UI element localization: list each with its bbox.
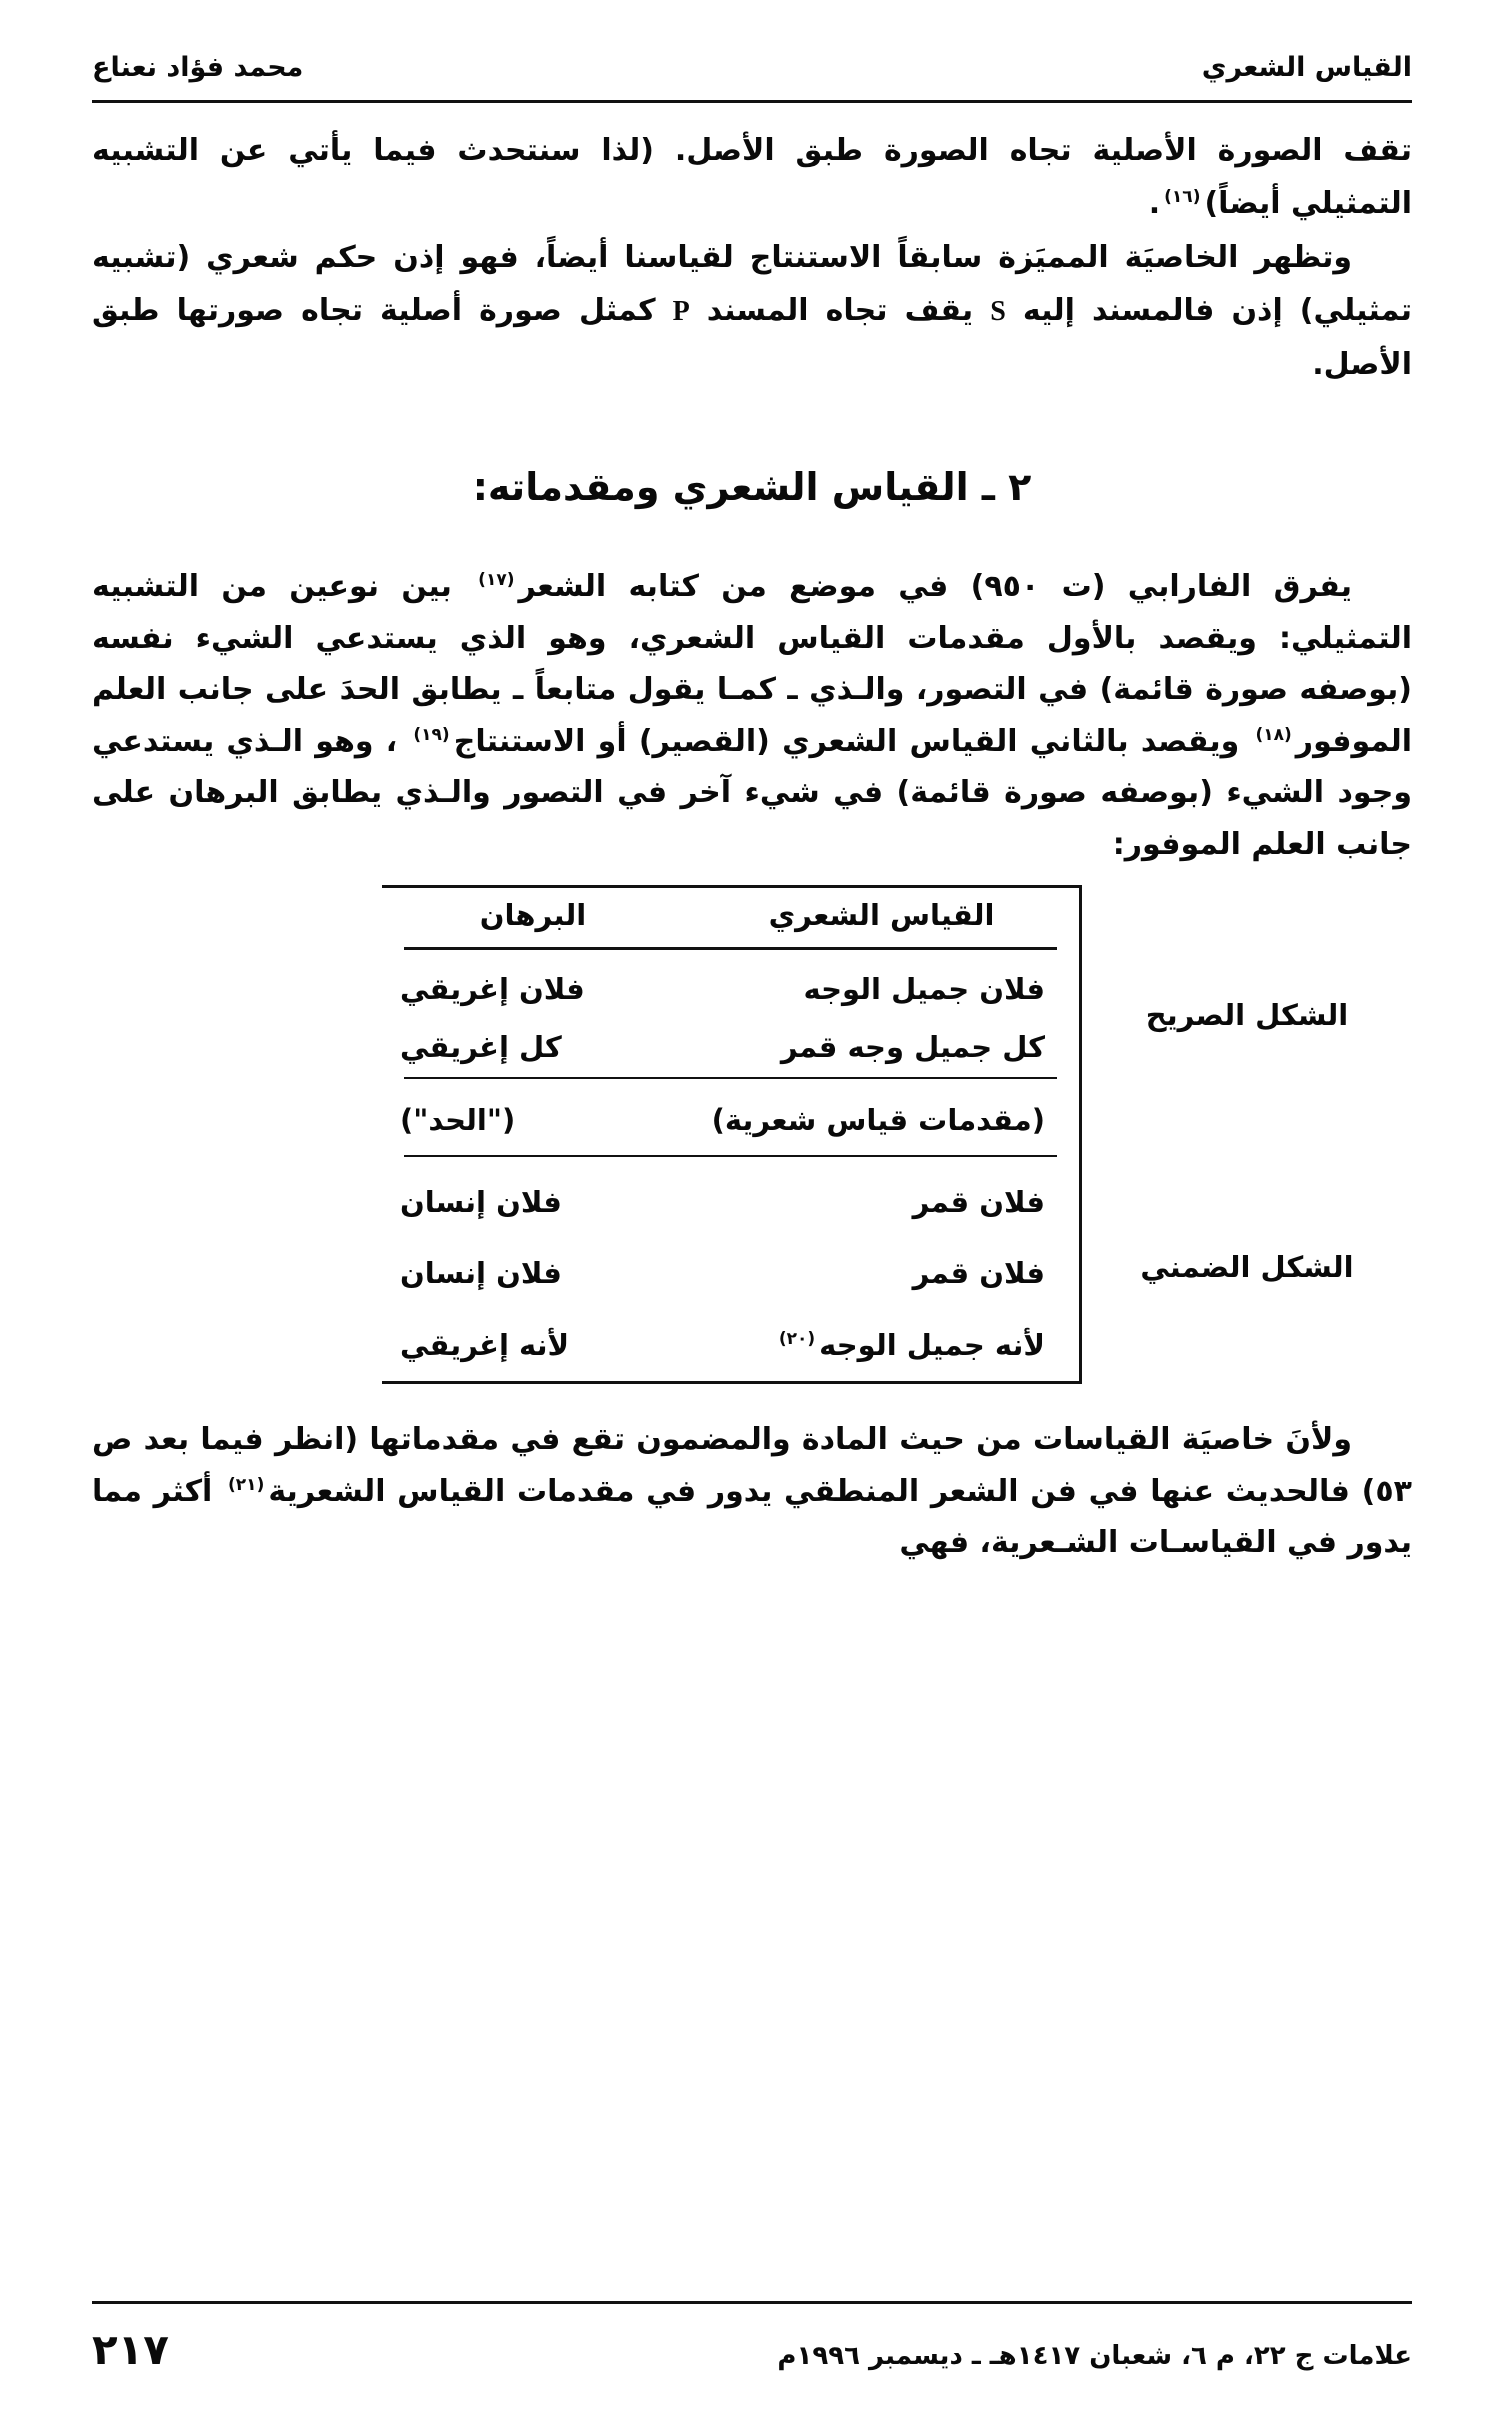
journal-citation: علامات ج ٢٢، م ٦، شعبان ١٤١٧هـ ـ ديسمبر ١٩٩٦م xyxy=(777,2341,1412,2371)
paragraph-3-a3: ويقصد بالثاني القياس الشعري (القصير) أو الاستنتاج xyxy=(453,723,1252,759)
table-side-labels xyxy=(1082,885,1412,1385)
paragraph-3-a4: ، وهو الـذي يستدعي وجود الشيء (بوصفه صورة قائمة) في شيء آخر في التصور والـذي يطابق البرهان على جانب العلم الموفور: xyxy=(92,723,1412,862)
footnote-marker-21: (٢١) xyxy=(228,1474,265,1495)
body-content xyxy=(92,124,1412,1569)
footnote-marker-18: (١٨) xyxy=(1255,724,1292,745)
spacer xyxy=(92,1384,1412,1414)
table-label-spacer xyxy=(1082,1090,1412,1152)
table-cell-left: ("الحد") xyxy=(400,1103,516,1138)
paragraph-4-b2: أكثر مما يدور في القياسـات الشـعرية، فهي xyxy=(92,1473,1412,1561)
header-divider xyxy=(92,100,1412,103)
table-row xyxy=(382,1089,1079,1153)
table-header-rule xyxy=(404,947,1057,950)
table-label-explicit-form: الشكل الصريح xyxy=(1145,998,1349,1033)
table-cell-right: (مقدمات قياس شعرية) xyxy=(711,1103,1045,1138)
table-cell-right: فلان جميل الوجه xyxy=(803,972,1045,1007)
running-header-author: محمد فؤاد نعناع xyxy=(92,52,304,83)
table-divider-rule-2 xyxy=(404,1155,1057,1157)
table-header-demonstration: البرهان xyxy=(479,897,587,932)
table-row xyxy=(382,1018,1079,1076)
footnote-marker-17: (١٧) xyxy=(478,569,515,590)
symbol-p: P xyxy=(672,296,690,328)
table-row xyxy=(382,960,1079,1018)
table-row xyxy=(382,1310,1079,1382)
paragraph-3-a2: بين نوعين من التشبيه التمثيلي: ويقصد بالأول مقدمات القياس الشعري، وهو الذي يستدعي الشيء نفسه (بوصفه صورة قائمة) في التصور، والـذي ـ كمـا يقول متابعاً ـ يطابق الحدَ على جانب العلم الموفور xyxy=(92,568,1412,759)
table-body-box xyxy=(382,885,1082,1385)
paragraph-1-line-1: تقف الصورة الأصلية تجاه الصورة طبق الأصل. (لذا سنتحدث فيما يأتي xyxy=(288,133,1412,168)
table-cell-right: كل جميل وجه قمر xyxy=(780,1029,1045,1064)
footnote-marker-19: (١٩) xyxy=(413,724,450,745)
table-divider-rule-1 xyxy=(404,1077,1057,1079)
table-cell-left: فلان إنسان xyxy=(400,1184,562,1219)
paragraph-4-b1: ولأنَ خاصيَة القياسات من حيث المادة والمضمون تقع في مقدماتها (انظر فيما بعد ص ٥٣) فالحديث عنها في فن الشعر المنطقي يدور في مقدمات القياس الشعرية xyxy=(92,1422,1412,1509)
paragraph-4 xyxy=(92,1414,1412,1569)
table-row xyxy=(382,1167,1079,1239)
spacer xyxy=(92,391,1412,465)
paragraph-2-text-a: وتظهر الخاصيَة المميَزة سابقاً الاستنتاج لقياسنا أيضاً، فهو إذن حكم شعري (تشبيه تمثيلي) إذن فالمسند إليه xyxy=(92,239,1412,329)
page-number: ٢١٧ xyxy=(92,2325,169,2374)
table-row xyxy=(382,1238,1079,1310)
section-heading: ٢ ـ القياس الشعري ومقدماته: xyxy=(472,464,1032,509)
paragraph-2 xyxy=(92,231,1412,391)
page-footer xyxy=(92,2325,1412,2374)
table-header-poetic-syllogism: القياس الشعري xyxy=(768,897,995,932)
running-header xyxy=(92,52,1412,83)
table-cell-right: فلان قمر xyxy=(912,1256,1045,1291)
table-cell-left: فلان إنسان xyxy=(400,1256,562,1291)
paragraph-3 xyxy=(92,561,1412,871)
paragraph-3-a1: يفرق الفارابي (ت ٩٥٠) في موضع من كتابه الشعر xyxy=(518,568,1352,604)
spacer xyxy=(92,509,1412,561)
table-cell-right xyxy=(684,1324,1079,1368)
paragraph-2-text-c: كمثل صورة أصلية تجاه صورتها طبق الأصل. xyxy=(92,293,1412,382)
table-cell-left: لأنه إغريقي xyxy=(400,1327,570,1362)
table-label-implicit-form: الشكل الضمني xyxy=(1140,1249,1354,1284)
paragraph-1-line-2a: عن التشبيه التمثيلي أيضاً) xyxy=(92,133,1412,222)
footer-divider xyxy=(92,2301,1412,2304)
footnote-marker-16: (١٦) xyxy=(1164,187,1201,208)
paragraph-1 xyxy=(92,124,1412,231)
table-cell-left: كل إغريقي xyxy=(400,1029,562,1064)
symbol-s: S xyxy=(990,296,1006,328)
table-cell-right: فلان قمر xyxy=(912,1184,1045,1219)
paragraph-1-line-2b: . xyxy=(1148,186,1161,222)
table-cell-right-text: لأنه جميل الوجه xyxy=(819,1327,1045,1362)
comparison-table xyxy=(92,885,1412,1385)
table-cell-left: فلان إغريقي xyxy=(400,972,585,1007)
footnote-marker-20: (٢٠) xyxy=(778,1328,816,1349)
table-header-row xyxy=(382,894,1079,944)
running-header-title: القياس الشعري xyxy=(1201,52,1412,83)
paragraph-2-text-b: يقف تجاه المسند xyxy=(689,293,991,329)
